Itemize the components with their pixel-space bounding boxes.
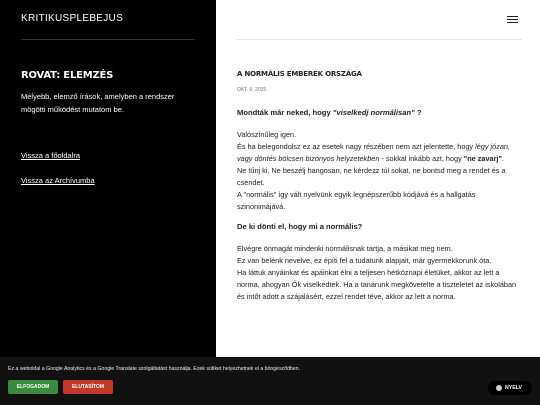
- lead-question: [237, 107, 522, 119]
- menu-bar: [507, 16, 518, 17]
- article: [237, 70, 522, 311]
- italic-phrase: légy józan, vagy döntés bölcsen bizonyos helyzetekben: [237, 142, 511, 163]
- paragraph-line: Valószínűleg igen.: [237, 130, 297, 139]
- lead-end: ?: [414, 108, 422, 117]
- subheading: De ki dönti el, hogy mi a normális?: [237, 222, 363, 231]
- language-label: NYELV: [505, 385, 522, 391]
- paragraph-line: - sokkal inkább azt, hogy: [379, 154, 464, 163]
- paragraph-line: Ne tűnj ki. Ne beszélj hangosan, ne kérdezz túl sokat, ne bontsd meg a rendet és a csendet.: [237, 166, 506, 187]
- site-title[interactable]: KRITIKUSPLEBEJUS: [21, 13, 124, 24]
- paragraph-line: Elvégre önmagát mindenki normálisnak tartja, a másikat meg nem.: [237, 244, 453, 253]
- section-title: ROVAT: ELEMZÉS: [21, 70, 114, 81]
- menu-bar: [507, 22, 518, 23]
- accept-cookies-button[interactable]: ELFOGADOM: [8, 380, 58, 394]
- cookie-notice-text: Ez a weboldal a Google Analytics és a Google Translate szolgáltatást használja. Ezek sütiket helyezhetnek el a böngésződben.: [8, 366, 301, 372]
- paragraph: [237, 129, 522, 213]
- header-divider: [237, 39, 522, 40]
- language-button[interactable]: [488, 381, 532, 395]
- sidebar-divider: [21, 39, 195, 40]
- globe-icon: [496, 385, 502, 391]
- back-to-archive-link[interactable]: Vissza az Archívumba: [21, 176, 95, 185]
- lead-text: Mondták már neked, hogy: [237, 108, 333, 117]
- paragraph-line: És ha belegondolsz ez az esetek nagy részében nem azt jelentette, hogy: [237, 142, 476, 151]
- paragraph: [237, 243, 522, 303]
- bold-phrase: "ne zavarj": [463, 154, 502, 163]
- back-to-home-link[interactable]: Vissza a főoldalra: [21, 151, 81, 160]
- paragraph-line: Ha láttuk anyáinkat és apáinkat élni a teljesen hétköznapi életüket, akkor az lett a norma, ahogyan Ők viselkedtek. Ha a tanárunk megkövetelte a tiszteletet az iskolában és intőt adott a szájalásért, ezzel rendet téve, akkor az lett a norma.: [237, 268, 517, 301]
- paragraph-line: Ez van belénk nevelve, ez építi fel a tudatunk alapjait, már gyermekkorunk óta.: [237, 256, 492, 265]
- paragraph-line: A "normális" így vált nyelvünk egyik legnépszerűbb kódjává és a hallgatás szinonimájává.: [237, 190, 476, 211]
- post-date: OKT. 6, 2025: [237, 87, 267, 93]
- sidebar: [0, 0, 216, 405]
- lead-quote: "viselkedj normálisan": [332, 108, 415, 117]
- paragraph-line: .: [501, 154, 504, 163]
- cookie-banner: [0, 357, 540, 405]
- decline-cookies-button[interactable]: ELUTASÍTOM: [63, 380, 113, 394]
- post-title: A NORMÁLIS EMBEREK ORSZÁGA: [237, 70, 362, 78]
- hamburger-menu-icon[interactable]: [505, 14, 520, 26]
- section-description: Mélyebb, elemző írások, amelyben a rendszer mögötti működést mutatom be.: [21, 92, 175, 114]
- article-content: [237, 107, 522, 303]
- menu-bar: [507, 19, 518, 20]
